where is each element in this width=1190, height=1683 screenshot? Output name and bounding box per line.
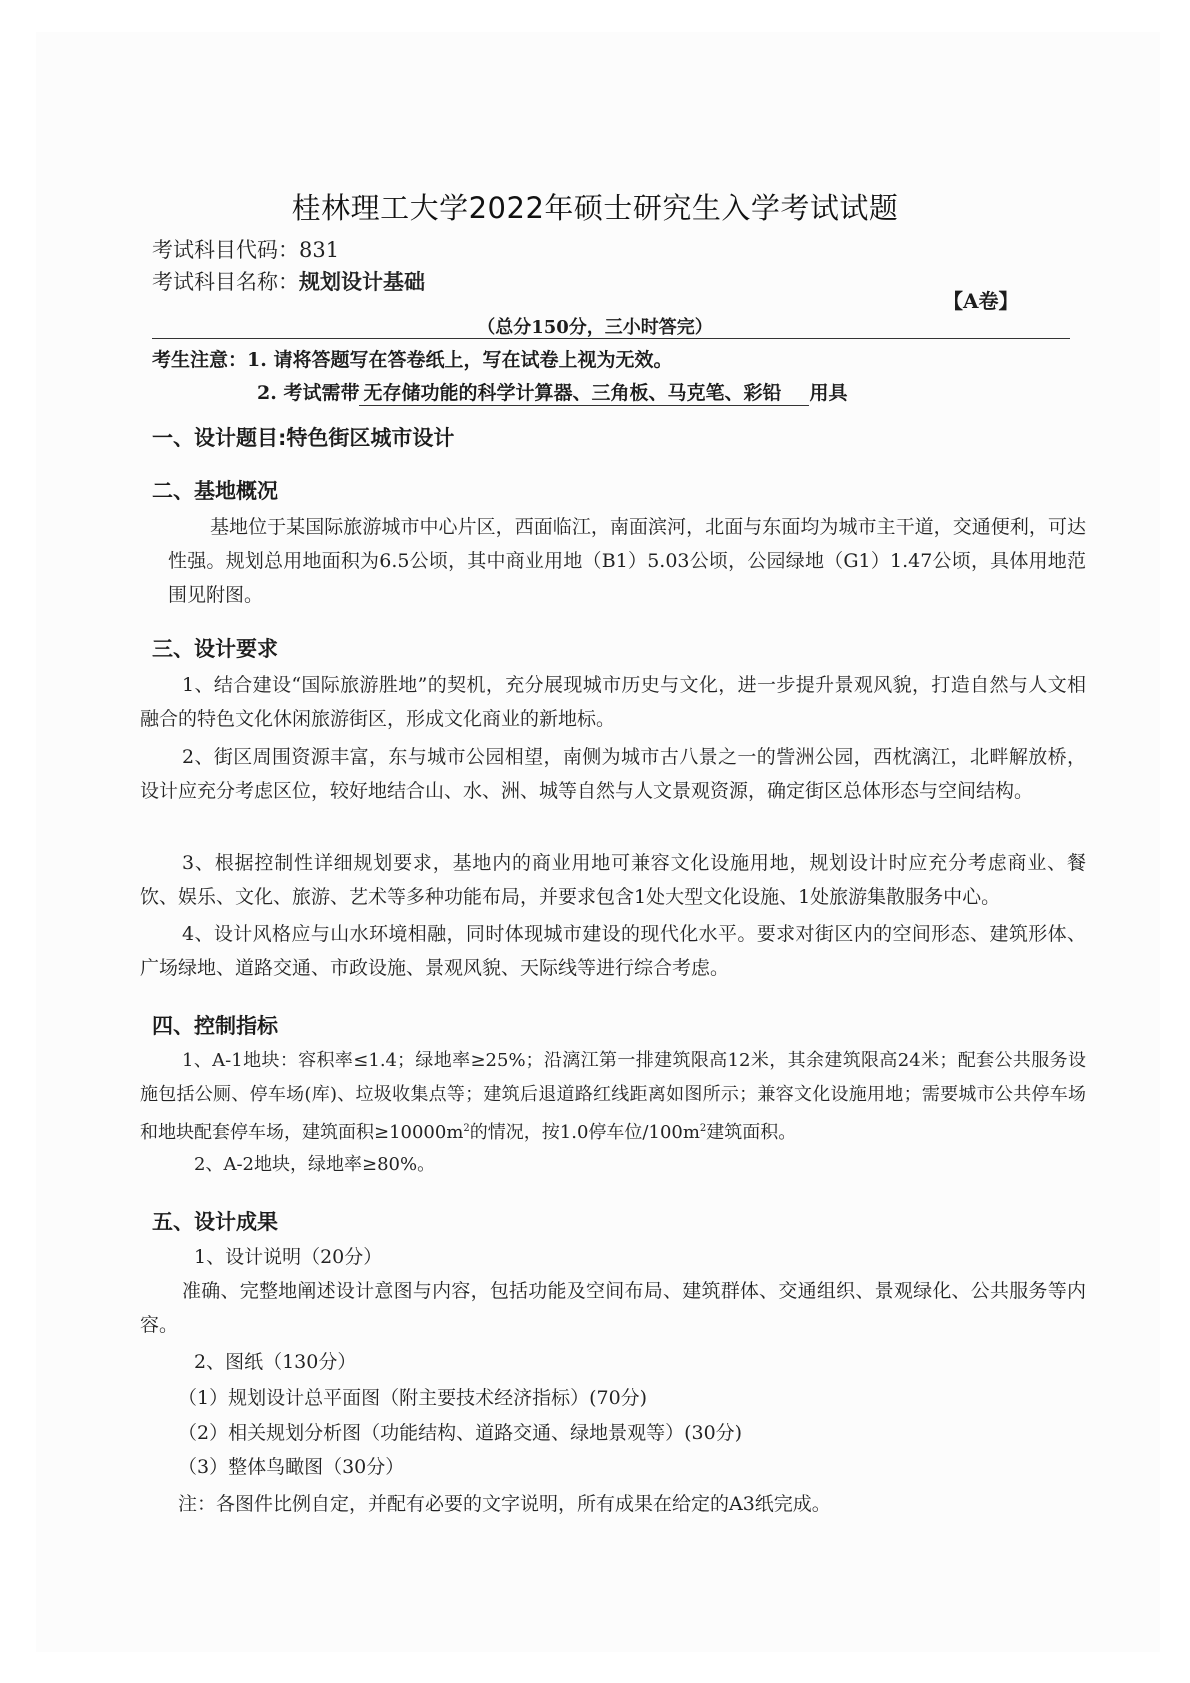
notice-tools: 无存储功能的科学计算器、三角板、马克笔、彩铅 — [359, 378, 809, 406]
result-item-1: 1、设计说明（20分） — [194, 1246, 383, 1268]
section-4-item-2: 2、A-2地块，绿地率≥80%。 — [194, 1154, 436, 1175]
notice-item-2-suffix: 用具 — [809, 382, 848, 404]
drawing-item-3: （3）整体鸟瞰图（30分） — [178, 1456, 405, 1478]
notice-item-2-prefix: 2. 考试需带 — [257, 382, 360, 404]
notice-line-1 — [152, 345, 672, 372]
notice-line-2 — [257, 378, 847, 406]
section-1-heading: 一、设计题目:特色街区城市设计 — [152, 426, 455, 450]
subject-name: 规划设计基础 — [299, 269, 425, 294]
notice-item-1: 1. 请将答题写在答卷纸上，写在试卷上视为无效。 — [247, 349, 673, 371]
superscript-2: 2 — [463, 1123, 470, 1134]
paper-version: 【A卷】 — [943, 289, 1019, 313]
superscript-2: 2 — [699, 1123, 707, 1134]
section-3-item-2: 2、街区周围资源丰富，东与城市公园相望，南侧为城市古八景之一的訾洲公园，西枕漓江，北畔解放桥，设计应充分考虑区位，较好地结合山、水、洲、城等自然与人文景观资源，确定街区总体形态与空间结构。 — [140, 746, 1086, 802]
section-3-item-4: 4、设计风格应与山水环境相融，同时体现城市建设的现代化水平。要求对街区内的空间形态、建筑形体、广场绿地、道路交通、市政设施、景观风貌、天际线等进行综合考虑。 — [140, 923, 1086, 979]
section-2-paragraph: 基地位于某国际旅游城市中心片区，西面临江，南面滨河，北面与东面均为城市主干道，交通便利，可达性强。规划总用地面积为6.5公顷，其中商业用地（B1）5.03公顷，公园绿地（G1）1.47公顷，具体用地范围见附图。 — [168, 516, 1086, 606]
total-info: （总分150分，三小时答完） — [477, 317, 713, 338]
drawing-item-1: （1）规划设计总平面图（附主要技术经济指标）(70分) — [178, 1387, 648, 1409]
exam-title: 桂林理工大学2022年硕士研究生入学考试试题 — [291, 191, 899, 225]
index-text-a: 1、A-1地块：容积率≤1.4；绿地率≥25%；沿漓江第一排建筑限高12米，其余建筑限高24米；配套公共服务设施包括公厕、停车场(库)、垃圾收集点等；建筑后退道路红线距离如图所示；兼容文化设施用地；需要城市公共停车场和地块配套停车场，建筑面积≥10000m — [140, 1050, 1086, 1143]
section-4-heading: 四、控制指标 — [152, 1014, 278, 1038]
drawing-item-2: （2）相关规划分析图（功能结构、道路交通、绿地景观等）(30分) — [178, 1422, 743, 1444]
subject-code: 831 — [299, 238, 340, 262]
index-text-b: 的情况，按1.0停车位/100m — [469, 1122, 700, 1143]
subject-code-label: 考试科目代码： — [152, 238, 299, 262]
section-3-item-1: 1、结合建设“国际旅游胜地”的契机，充分展现城市历史与文化，进一步提升景观风貌，打造自然与人文相融合的特色文化休闲旅游街区，形成文化商业的新地标。 — [140, 674, 1086, 730]
section-2-heading: 二、基地概况 — [152, 479, 278, 503]
section-3-heading: 三、设计要求 — [152, 637, 278, 661]
index-text-c: 建筑面积。 — [706, 1122, 797, 1143]
result-item-1-desc: 准确、完整地阐述设计意图与内容，包括功能及空间布局、建筑群体、交通组织、景观绿化、公共服务等内容。 — [140, 1280, 1086, 1336]
section-3-item-3: 3、根据控制性详细规划要求，基地内的商业用地可兼容文化设施用地，规划设计时应充分考虑商业、餐饮、娱乐、文化、旅游、艺术等多种功能布局，并要求包含1处大型文化设施、1处旅游集散服务中心。 — [140, 852, 1086, 908]
subject-name-line — [152, 266, 425, 296]
note-text: 注：各图件比例自定，并配有必要的文字说明，所有成果在给定的A3纸完成。 — [178, 1493, 831, 1515]
notice-label: 考生注意： — [152, 349, 248, 371]
subject-name-label: 考试科目名称： — [152, 270, 299, 294]
result-item-2: 2、图纸（130分） — [194, 1351, 357, 1373]
subject-code-line — [152, 234, 339, 264]
section-4-item-1 — [140, 1044, 1086, 1150]
section-5-heading: 五、设计成果 — [152, 1210, 278, 1234]
header-divider — [152, 338, 1070, 339]
